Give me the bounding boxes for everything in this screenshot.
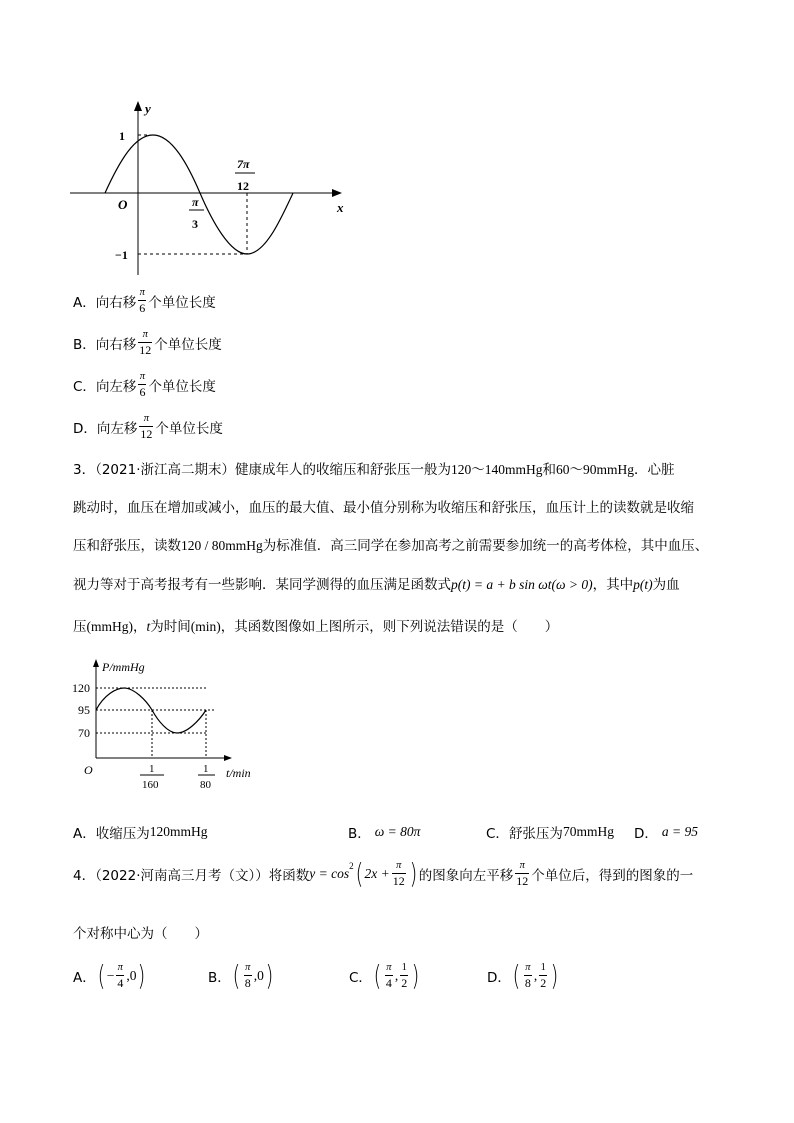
q2-option-c[interactable]	[73, 372, 216, 398]
q3-text: 压和舒张压，读数	[73, 538, 181, 554]
tick-y-1: 1	[119, 129, 125, 143]
q3-standard-reading: 120 / 80mmHg	[181, 538, 263, 553]
fraction-den: 12	[139, 342, 152, 357]
left-paren-icon: (	[232, 959, 241, 992]
q4-text: 的图象向左平移	[418, 868, 514, 884]
option-text: 个单位长度	[148, 378, 216, 395]
option-letter: B．	[208, 970, 231, 986]
q3-line-2	[73, 496, 723, 516]
option-y: 0	[129, 968, 137, 983]
option-value: 120mmHg	[149, 824, 208, 839]
option-letter: A．	[73, 826, 96, 842]
q3-line-1	[73, 458, 723, 478]
q3-text: 压	[73, 619, 87, 635]
q2-option-b[interactable]	[73, 330, 222, 356]
q4-text: 4．（2022·河南高三月考（文））将函数	[73, 868, 310, 884]
q3-text: ，	[133, 619, 147, 635]
fraction	[392, 861, 406, 887]
y-axis-arrow	[134, 101, 142, 111]
fraction-num: π	[245, 962, 251, 974]
option-text: 向右移	[95, 294, 137, 311]
option-text: 个单位长度	[155, 420, 223, 437]
q3-text: 和	[542, 462, 557, 478]
fraction	[139, 414, 153, 440]
left-paren-icon: (	[512, 959, 521, 992]
q3-unit: (mmHg)	[86, 619, 133, 634]
bp-tick-t2-den: 80	[200, 779, 211, 791]
q4-text: 个单位后，得到的图象的一	[531, 868, 694, 884]
bp-y-axis-arrow	[93, 659, 99, 667]
q3-formula: p(t) = a + b sin ωt(ω > 0)	[451, 577, 593, 592]
fraction-den: 12	[392, 873, 405, 888]
fraction	[385, 963, 393, 989]
right-paren-icon: )	[138, 959, 146, 992]
tick-y-neg1: −1	[115, 248, 128, 262]
fraction	[138, 372, 146, 398]
tick-x1-num: π	[192, 195, 199, 209]
tick-x2-num: 7π	[237, 157, 250, 171]
bp-tick-t1-num: 1	[149, 763, 155, 775]
fraction-den: 12	[140, 426, 153, 441]
q3-text: 3．（2021·浙江高二期末）健康成年人的收缩压和舒张压一般为	[73, 462, 451, 478]
q3-text: 为时间	[150, 619, 191, 635]
bp-tick-95: 95	[78, 703, 90, 717]
q3-var-t: t	[146, 619, 151, 634]
tick-x1-den: 3	[192, 217, 198, 231]
q3-text: 跳动时，血压在增加或减小，血压的最大值、最小值分别称为收缩压和舒张压，血压计上的读数就是收缩	[73, 500, 694, 516]
fraction-num: π	[386, 962, 392, 974]
q3-range-2: 60～90mmHg	[556, 462, 635, 477]
option-value: a = 95	[661, 824, 699, 839]
q3-text: 为血	[652, 577, 680, 593]
option-text: 舒张压为	[508, 826, 563, 842]
fraction-num: π	[142, 329, 148, 340]
q3-option-a[interactable]	[73, 822, 208, 842]
q4-option-d[interactable]	[487, 959, 560, 992]
option-letter: B．	[348, 826, 371, 842]
tick-x2-den: 12	[237, 179, 249, 193]
fraction-den: 6	[139, 300, 146, 315]
option-letter: D．	[634, 826, 658, 842]
q3-line-4	[73, 573, 723, 593]
q4-func-exponent: 2	[349, 861, 354, 871]
bp-tick-70: 70	[78, 726, 90, 740]
option-value: ω = 80π	[374, 824, 421, 839]
fraction-num: π	[139, 287, 145, 298]
fraction	[116, 963, 124, 989]
right-paren-icon: )	[265, 959, 274, 992]
fraction-den: 2	[401, 975, 408, 990]
sine-curve	[105, 135, 293, 254]
bp-tick-t1-den: 160	[142, 779, 159, 791]
option-letter: D．	[487, 970, 511, 986]
option-letter: A．	[73, 970, 96, 986]
fraction-den: 6	[139, 384, 146, 399]
q3-line-5	[73, 615, 723, 635]
q4-option-a[interactable]	[73, 959, 147, 992]
left-paren-icon: (	[97, 959, 106, 992]
q3-text: ，其函数图像如上图所示，则下列说法错误的是（ ）	[220, 619, 559, 635]
q4-func-inner: 2x +	[364, 866, 390, 881]
right-paren-icon: )	[550, 959, 559, 992]
option-text: 向右移	[95, 336, 137, 353]
left-paren-icon: (	[373, 959, 382, 992]
sine-graph	[60, 95, 360, 280]
option-text: 向左移	[95, 378, 137, 395]
fraction	[400, 963, 408, 989]
fraction	[539, 963, 547, 989]
bp-origin: O	[84, 763, 93, 777]
fraction-num: 1	[540, 962, 546, 974]
comma: ,	[394, 968, 399, 983]
bp-x-label: t/min	[226, 766, 251, 780]
left-paren-icon: (	[355, 857, 363, 890]
q3-option-d[interactable]	[634, 822, 698, 842]
bp-x-axis-arrow	[224, 755, 232, 761]
option-text: 个单位长度	[148, 294, 216, 311]
option-letter: C．	[349, 970, 372, 986]
fraction-num: π	[396, 860, 402, 872]
option-text: 个单位长度	[154, 336, 222, 353]
comma: ,	[253, 968, 258, 983]
right-paren-icon: )	[409, 857, 418, 890]
q3-text: ．心脏	[634, 462, 675, 478]
q4-option-c[interactable]	[349, 959, 421, 992]
q4-text: 个对称中心为（ ）	[73, 926, 208, 942]
option-letter: B．	[73, 336, 96, 353]
q3-option-b[interactable]	[348, 822, 420, 842]
bp-y-label: P/mmHg	[102, 660, 145, 674]
option-letter: A．	[73, 294, 96, 311]
q3-text: 视力等对于高考报考有一些影响．某同学测得的血压满足函数式	[73, 577, 451, 593]
fraction-num: π	[139, 371, 146, 382]
fraction	[524, 963, 532, 989]
fraction	[515, 861, 529, 887]
fraction-den: 8	[244, 975, 251, 990]
q4-option-b[interactable]	[208, 959, 275, 992]
right-paren-icon: )	[411, 959, 420, 992]
option-y: 0	[257, 968, 264, 983]
origin-label: O	[118, 197, 128, 212]
q2-option-d[interactable]	[73, 414, 223, 440]
option-value: 70mmHg	[562, 824, 614, 839]
q4-line-2	[73, 922, 723, 942]
fraction-den: 4	[385, 975, 392, 990]
option-text: 收缩压为	[95, 826, 150, 842]
fraction-den: 4	[117, 975, 124, 990]
fraction-den: 8	[524, 975, 531, 990]
option-letter: C．	[486, 826, 509, 842]
fraction	[244, 963, 252, 989]
fraction-num: π	[143, 413, 150, 424]
comma: ,	[126, 968, 130, 983]
q3-line-3	[73, 534, 723, 554]
q3-range-1: 120～140mmHg	[451, 462, 543, 477]
q2-option-a[interactable]	[73, 288, 216, 314]
option-text: 向左移	[96, 420, 138, 437]
q3-formula-var: p(t)	[633, 577, 653, 592]
x-axis-label: x	[337, 200, 344, 215]
fraction	[138, 288, 146, 314]
q3-unit: (min)	[190, 619, 221, 634]
y-axis-label: y	[145, 101, 151, 116]
fraction-num: 1	[401, 962, 407, 974]
option-sign: −	[106, 968, 115, 983]
bp-tick-120: 120	[72, 681, 90, 695]
option-letter: D．	[73, 420, 97, 437]
fraction-den: 2	[540, 975, 547, 990]
comma: ,	[533, 968, 538, 983]
fraction-num: π	[117, 962, 123, 974]
fraction-num: π	[519, 860, 525, 872]
q4-line-1	[73, 857, 723, 890]
fraction-den: 12	[516, 873, 529, 888]
x-axis-arrow	[332, 189, 342, 197]
q3-option-c[interactable]	[486, 822, 614, 842]
bp-tick-t2-num: 1	[203, 763, 209, 775]
blood-pressure-graph	[66, 655, 266, 800]
fraction	[138, 330, 152, 356]
option-letter: C．	[73, 378, 96, 395]
q3-text: ，其中	[592, 577, 634, 593]
fraction-num: π	[525, 962, 531, 974]
q3-text: 为标准值．高三同学在参加高考之前需要参加统一的高考体检，其中血压、	[262, 538, 709, 554]
q4-func: y = cos	[309, 866, 350, 881]
